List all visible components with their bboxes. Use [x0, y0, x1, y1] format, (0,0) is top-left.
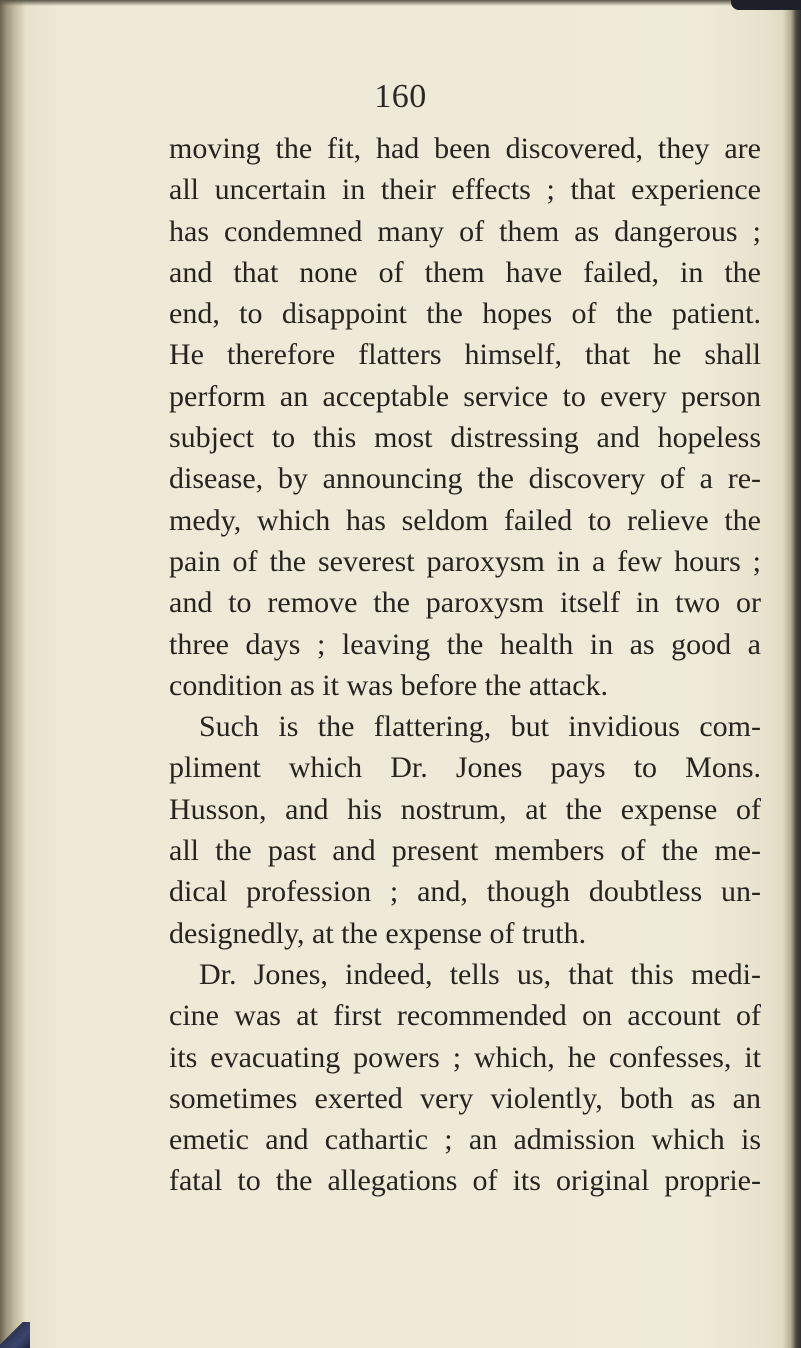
text-line: sometimes exerted very violently, both as an — [169, 1081, 761, 1115]
text-line: pliment which Dr. Jones pays to Mons. — [169, 751, 761, 785]
text-line: condition as it was before the attack. — [169, 668, 609, 702]
text-line: dical profession ; and, though doubtless un- — [169, 875, 761, 909]
text-line: moving the fit, had been discovered, they are — [169, 132, 761, 165]
text-line: Such is the flattering, but invidious com- — [199, 710, 761, 744]
text-line: and to remove the paroxysm itself in two or — [169, 586, 761, 620]
text-line: cine was at first recommended on account of — [169, 999, 761, 1033]
text-line: all the past and present members of the me- — [169, 834, 761, 868]
page-number: 160 — [374, 78, 427, 115]
text-line: all uncertain in their effects ; that experience — [169, 173, 761, 207]
page-top-edge — [0, 0, 801, 6]
scan-corner-mark — [0, 1322, 30, 1348]
page-left-edge — [0, 0, 26, 1348]
text-line: three days ; leaving the health in as good a — [169, 627, 761, 661]
text-line: fatal to the allegations of its original proprie- — [169, 1164, 761, 1198]
text-line: medy, which has seldom failed to relieve the — [169, 503, 761, 537]
text-line: He therefore flatters himself, that he shall — [169, 338, 761, 372]
text-line: has condemned many of them as dangerous ; — [169, 214, 761, 248]
text-line: Husson, and his nostrum, at the expense of — [169, 792, 761, 826]
text-line: designedly, at the expense of truth. — [169, 916, 587, 950]
text-line: its evacuating powers ; which, he confesses, it — [169, 1040, 761, 1074]
text-line: disease, by announcing the discovery of a re- — [169, 462, 761, 496]
scan-corner-mark — [731, 0, 801, 10]
text-line: emetic and cathartic ; an admission which is — [169, 1123, 761, 1157]
body-text — [169, 128, 761, 1202]
page-right-edge — [783, 0, 801, 1348]
text-line: pain of the severest paroxysm in a few hours ; — [169, 544, 761, 578]
text-line: perform an acceptable service to every person — [169, 379, 761, 413]
text-line: subject to this most distressing and hopeless — [169, 421, 761, 455]
text-line: and that none of them have failed, in the — [169, 255, 761, 289]
text-line: Dr. Jones, indeed, tells us, that this medi- — [199, 957, 761, 991]
text-line: end, to disappoint the hopes of the patient. — [169, 297, 761, 331]
